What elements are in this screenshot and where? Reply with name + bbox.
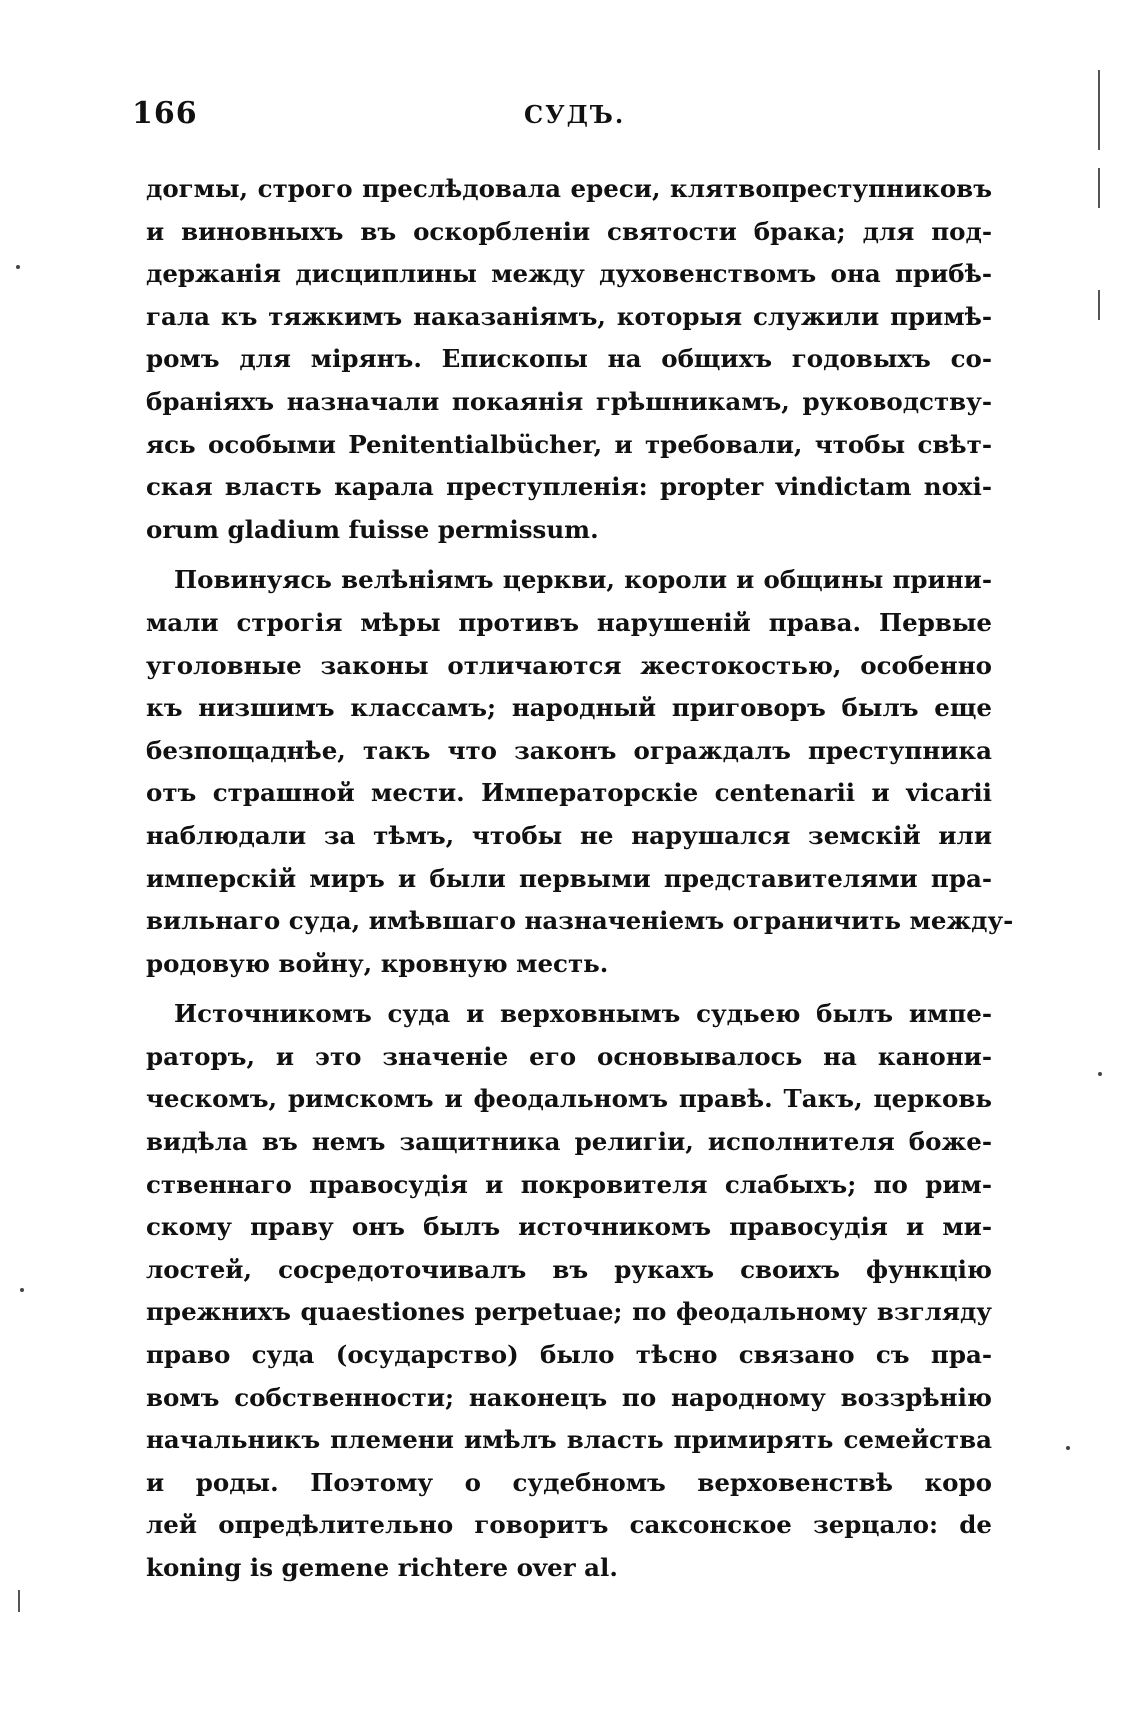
text-line: къ низшимъ классамъ; народный приговоръ былъ еще [146,693,992,723]
paragraph-1 [146,168,992,551]
text-line: начальникъ племени имѣлъ власть примирять семейства [146,1425,992,1455]
paragraph-2 [146,559,1014,985]
text-line: видѣла въ немъ защитника религіи, исполнителя боже- [146,1127,992,1157]
text-line: ческомъ, римскомъ и феодальномъ правѣ. Такъ, церковь [146,1084,992,1114]
scan-edge-mark [1098,70,1100,150]
text-line: вомъ собственности; наконецъ по народному воззрѣнію [146,1382,992,1412]
text-line: право суда (осударство) было тѣсно связано съ пра- [146,1340,992,1370]
text-line: и роды. Поэтому о судебномъ верховенствѣ коро [146,1467,992,1497]
text-line: вильнаго суда, имѣвшаго назначеніемъ ограничить между- [146,906,1014,936]
text-line: и виновныхъ въ оскорбленіи святости брака; для под- [146,216,992,246]
scan-edge-mark [18,1590,20,1612]
text-line: держанія дисциплины между духовенствомъ она прибѣ- [146,259,992,289]
text-line: уголовные законы отличаются жестокостью, особенно [146,650,992,680]
text-line: наблюдали за тѣмъ, чтобы не нарушался земскій или [146,820,992,850]
text-line: родовую войну, кровную месть. [146,948,609,978]
running-head: СУДЪ. [524,100,626,129]
paragraph-3 [146,993,992,1589]
text-line: Повинуясь велѣніямъ церкви, короли и общины прини- [174,565,992,595]
text-line: лостей, сосредоточивалъ въ рукахъ своихъ функцію [146,1254,992,1284]
body-text [146,168,1014,1598]
text-line: koning is gemene richtere over al. [146,1553,618,1582]
text-line: браніяхъ назначали покаянія грѣшникамъ, руководству- [146,386,992,416]
scan-speck [1066,1446,1070,1450]
text-line: прежнихъ quaestiones perpetuae; по феодальному взгляду [146,1297,992,1327]
text-line: скому праву онъ былъ источникомъ правосудія и ми- [146,1212,992,1242]
text-line: раторъ, и это значеніе его основывалось на канони- [146,1041,992,1071]
text-line: лей опредѣлительно говоритъ саксонское зерцало: de [146,1510,992,1540]
text-line: ственнаго правосудія и покровителя слабыхъ; по рим- [146,1169,992,1199]
page-number: 166 [132,96,198,131]
text-line: безпощаднѣе, такъ что законъ ограждалъ преступника [146,735,992,765]
text-line: Источникомъ суда и верховнымъ судьею былъ импе- [174,999,992,1029]
scan-edge-mark [1098,290,1100,320]
scan-speck [20,1288,24,1292]
text-line: orum gladium fuisse permissum. [146,514,599,544]
scan-speck [1098,1072,1102,1076]
text-line: ромъ для мірянъ. Епископы на общихъ годовыхъ со- [146,344,992,374]
text-line: ская власть карала преступленія: propter vindictam noxi- [146,472,992,502]
scan-edge-mark [1098,168,1100,208]
page-header [132,96,1012,140]
text-line: догмы, строго преслѣдовала ереси, клятвопреступниковъ [146,174,992,203]
text-line: отъ страшной мести. Императорскіе centenarii и vicarii [146,778,992,808]
scan-speck [16,265,20,269]
text-line: имперскій миръ и были первыми представителями пра- [146,863,992,893]
text-line: ясь особыми Penitentialbücher, и требовали, чтобы свѣт- [146,429,992,459]
text-line: гала къ тяжкимъ наказаніямъ, которыя служили примѣ- [146,301,992,331]
text-line: мали строгія мѣры противъ нарушеній права. Первые [146,607,992,637]
